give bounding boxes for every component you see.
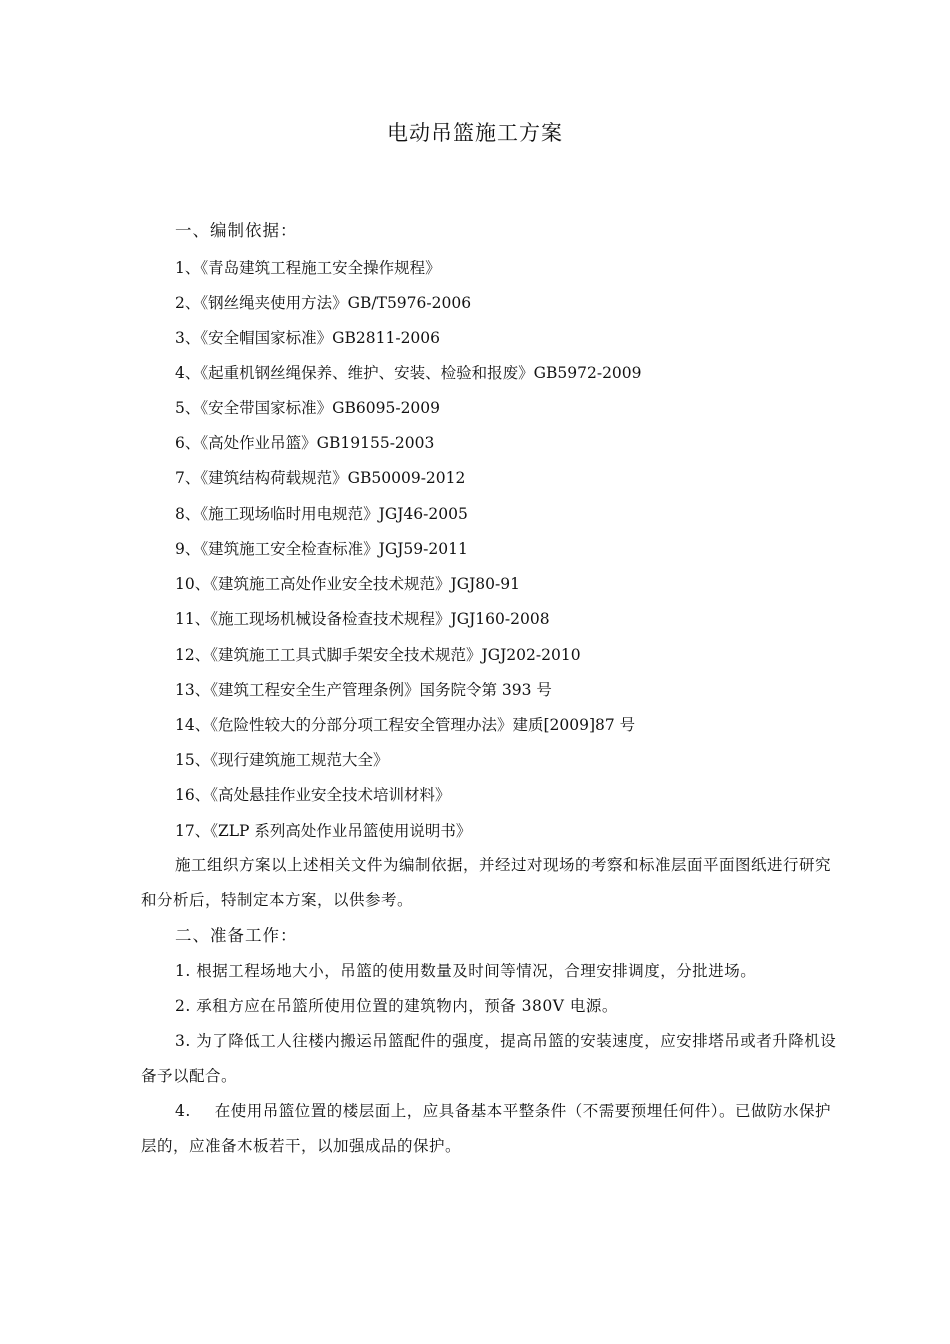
list-item: 7、《建筑结构荷载规范》GB50009-2012 [175,469,466,487]
list-item: 2、《钢丝绳夹使用方法》GB/T5976-2006 [175,294,472,312]
page-title: 电动吊篮施工方案 [387,121,563,145]
list-item: 16、《高处悬挂作业安全技术培训材料》 [175,786,451,804]
list-item: 9、《建筑施工安全检查标准》JGJ59-2011 [175,540,468,558]
list-item: 13、《建筑工程安全生产管理条例》国务院令第 393 号 [175,681,552,699]
list-item: 3、《安全帽国家标准》GB2811-2006 [175,329,441,347]
prep-item-4-text: 在使用吊篮位置的楼层面上，应具备基本平整条件（不需要预埋任何件）。已做防水保护层的，应准备木板若干，以加强成品的保护。 [141,1102,832,1155]
prep-item-3: 3. 为了降低工人往楼内搬运吊篮配件的强度，提高吊篮的安装速度，应安排塔吊或者升降机设备予以配合。 [141,1032,837,1085]
list-item: 5、《安全带国家标准》GB6095-2009 [175,399,441,417]
prep-item-1: 1. 根据工程场地大小，吊篮的使用数量及时间等情况，合理安排调度，分批进场。 [175,962,757,980]
section-heading-preparation: 二、准备工作： [175,926,298,945]
list-item: 1、《青岛建筑工程施工安全操作规程》 [175,259,441,277]
prep-item-2: 2. 承租方应在吊篮所使用位置的建筑物内，预备 380V 电源。 [175,997,618,1015]
prep-item-4-number: 4. [175,1102,191,1120]
list-item: 11、《施工现场机械设备检查技术规程》JGJ160-2008 [175,610,550,628]
list-item: 10、《建筑施工高处作业安全技术规范》JGJ80-91 [175,575,520,593]
section-heading-basis: 一、编制依据： [175,221,298,240]
list-item: 14、《危险性较大的分部分项工程安全管理办法》建质[2009]87 号 [175,716,636,734]
list-item: 15、《现行建筑施工规范大全》 [175,751,389,769]
list-item: 17、《ZLP 系列高处作业吊篮使用说明书》 [175,822,472,840]
list-item: 4、《起重机钢丝绳保养、维护、安装、检验和报废》GB5972-2009 [175,364,642,382]
list-item: 12、《建筑施工工具式脚手架安全技术规范》JGJ202-2010 [175,646,581,664]
prep-item-4 [141,1094,841,1164]
list-item: 8、《施工现场临时用电规范》JGJ46-2005 [175,505,468,523]
summary-paragraph: 施工组织方案以上述相关文件为编制依据，并经过对现场的考察和标准层面平面图纸进行研究和分析后，特制定本方案，以供参考。 [141,856,832,909]
list-item: 6、《高处作业吊篮》GB19155-2003 [175,434,435,452]
